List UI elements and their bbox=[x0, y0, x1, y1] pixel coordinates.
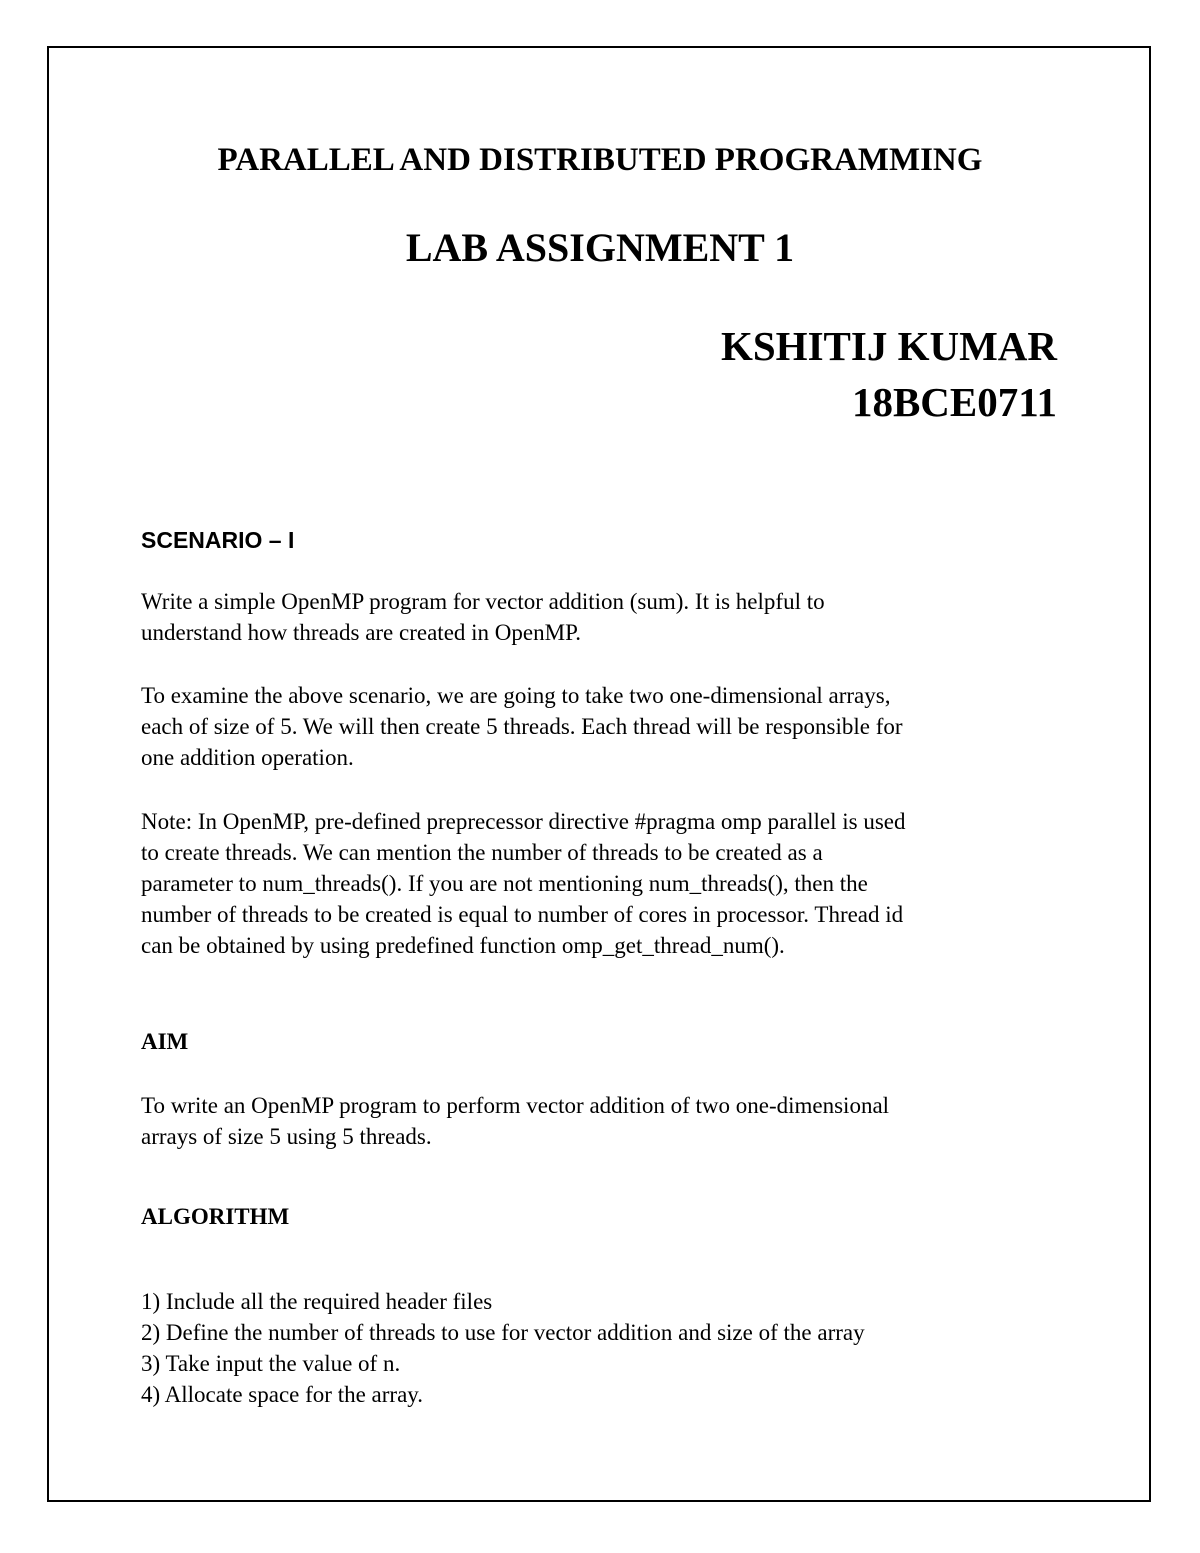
text-line: can be obtained by using predefined function omp_get_thread_num(). bbox=[141, 933, 785, 958]
text-line: understand how threads are created in OpenMP. bbox=[141, 620, 582, 645]
algorithm-step: 4) Allocate space for the array. bbox=[141, 1382, 424, 1407]
course-title: PARALLEL AND DISTRIBUTED PROGRAMMING bbox=[217, 142, 983, 178]
algorithm-heading: ALGORITHM bbox=[141, 1204, 290, 1229]
algorithm-steps bbox=[141, 1286, 865, 1410]
text-line: parameter to num_threads(). If you are not mentioning num_threads(), then the bbox=[141, 871, 868, 896]
algorithm-step: 3) Take input the value of n. bbox=[141, 1351, 401, 1376]
aim-paragraph bbox=[141, 1090, 889, 1152]
text-line: To examine the above scenario, we are going to take two one-dimensional arrays, bbox=[141, 683, 891, 708]
scenario-heading: SCENARIO – I bbox=[141, 527, 295, 553]
text-line: to create threads. We can mention the number of threads to be created as a bbox=[141, 840, 823, 865]
student-name: KSHITIJ KUMAR bbox=[720, 323, 1057, 369]
registration-number: 18BCE0711 bbox=[851, 379, 1057, 425]
algorithm-step: 1) Include all the required header files bbox=[141, 1289, 493, 1314]
text-line: arrays of size 5 using 5 threads. bbox=[141, 1124, 432, 1149]
scenario-paragraph-2 bbox=[141, 680, 903, 773]
algorithm-step: 2) Define the number of threads to use for vector addition and size of the array bbox=[141, 1320, 865, 1345]
text-line: each of size of 5. We will then create 5 threads. Each thread will be responsible for bbox=[141, 714, 903, 739]
assignment-title: LAB ASSIGNMENT 1 bbox=[405, 225, 795, 270]
text-line: To write an OpenMP program to perform vector addition of two one-dimensional bbox=[141, 1093, 890, 1118]
text-line: one addition operation. bbox=[141, 745, 354, 770]
text-line: number of threads to be created is equal to number of cores in processor. Thread id bbox=[141, 902, 904, 927]
text-line: Write a simple OpenMP program for vector addition (sum). It is helpful to bbox=[141, 589, 825, 614]
note-paragraph bbox=[141, 806, 906, 961]
aim-heading: AIM bbox=[141, 1029, 189, 1054]
text-line: Note: In OpenMP, pre-defined preprecessor directive #pragma omp parallel is used bbox=[141, 809, 906, 834]
scenario-paragraph-1 bbox=[141, 586, 825, 648]
